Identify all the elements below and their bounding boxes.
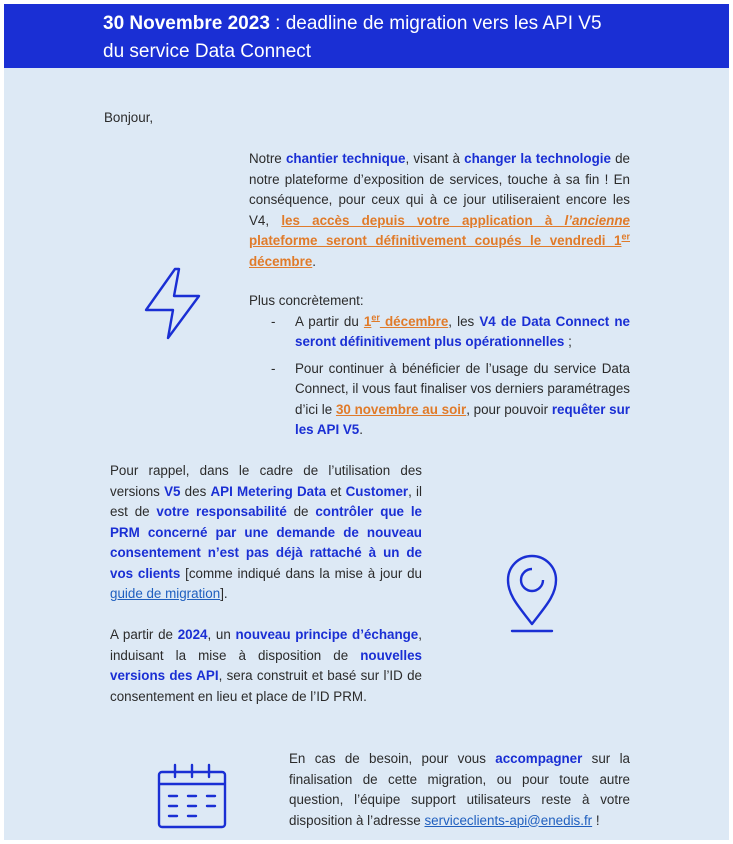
warning-text: les accès depuis votre application à [281,212,565,228]
text: , sera construit et basé sur l’ID de consentement en lieu et place de l’ID PRM. [110,668,422,704]
text: [comme indiqué dans la mise à jour du [180,565,422,581]
migration-guide-link[interactable]: guide de migration [110,586,221,601]
text: sur la finalisation de cette migration, ou pour toute autre question, l’équipe support utilisateurs reste à votre disposition à l’adresse [289,751,630,828]
details-paragraph [249,291,630,447]
highlight: nouvelles versions des API [110,647,422,683]
text: , les [448,313,480,329]
details-intro: Plus concrètement: [249,293,364,308]
list-item [249,359,630,441]
text: de [286,504,316,519]
support-email-link[interactable]: serviceclients-api@enedis.fr [424,812,593,828]
highlight: votre responsabilité [156,504,287,519]
text: de notre plateforme d’exposition de services, touche à sa fin ! En conséquence, pour ceux qui à ce jour utiliseraient encore les V4, [249,151,630,228]
header-banner [4,4,729,68]
text: , induisant la mise à disposition de [110,627,422,663]
highlight: changer la technologie [464,151,611,166]
text: . [359,422,363,437]
lightning-icon [143,266,203,342]
highlight: API Metering Data [210,483,327,499]
highlight: accompagner [495,751,583,766]
text: des [180,483,211,499]
text: A partir du [295,313,364,329]
text: , un [207,627,236,642]
text: , pour pouvoir [466,401,552,417]
text: Pour rappel, dans le cadre de l’utilisation des versions [110,463,422,499]
location-pin-icon [502,552,562,634]
text: . [312,253,316,269]
highlight: V4 de Data Connect ne seront définitivement plus opérationnelles [295,313,630,349]
future-paragraph [110,625,422,707]
banner-title [103,10,623,66]
text: , il est de [110,483,422,519]
support-paragraph [289,749,630,831]
highlight: nouveau principe d’échange [235,627,419,642]
reminder-paragraph [110,461,422,605]
highlight: 2024 [177,627,208,642]
text: ! [592,812,600,828]
calendar-icon [155,762,229,830]
text: En cas de besoin, pour vous [289,751,496,766]
text: et [326,483,346,499]
warning-text: plateforme seront définitivement coupés le vendredi 1 [249,233,622,248]
warning-text: 30 novembre au soir [335,401,467,417]
text: A partir de [110,627,178,642]
text: ]. [220,586,228,601]
list-item [249,312,630,353]
banner-title-rest: : deadline de migration vers les API V5 du service Data Connect [103,13,602,62]
banner-date: 30 Novembre 2023 [103,13,270,34]
warning-text: décembre [249,253,313,269]
warning-text: 1 [363,313,372,329]
highlight: contrôler que le PRM concerné par une demande de nouveau consentement n’est pas déjà rattaché à un de vos clients [110,504,422,581]
highlight: V5 [164,483,181,499]
warning-text: décembre [379,313,449,329]
highlight: Customer [345,483,409,499]
bullet-list [249,312,630,441]
greeting: Bonjour, [104,110,154,125]
superscript: er [621,231,630,242]
text: , visant à [405,151,465,166]
intro-paragraph [249,149,630,272]
highlight: chantier technique [285,151,406,166]
text: ; [564,334,572,349]
warning-text: l’ancienne [564,212,630,228]
text: Pour continuer à bénéficier de l’usage du service Data Connect, il vous faut finaliser vos derniers paramétrages d’ici le [295,360,630,417]
superscript: er [371,312,380,323]
highlight: requêter sur les API V5 [295,401,630,437]
text: Notre [249,151,286,166]
